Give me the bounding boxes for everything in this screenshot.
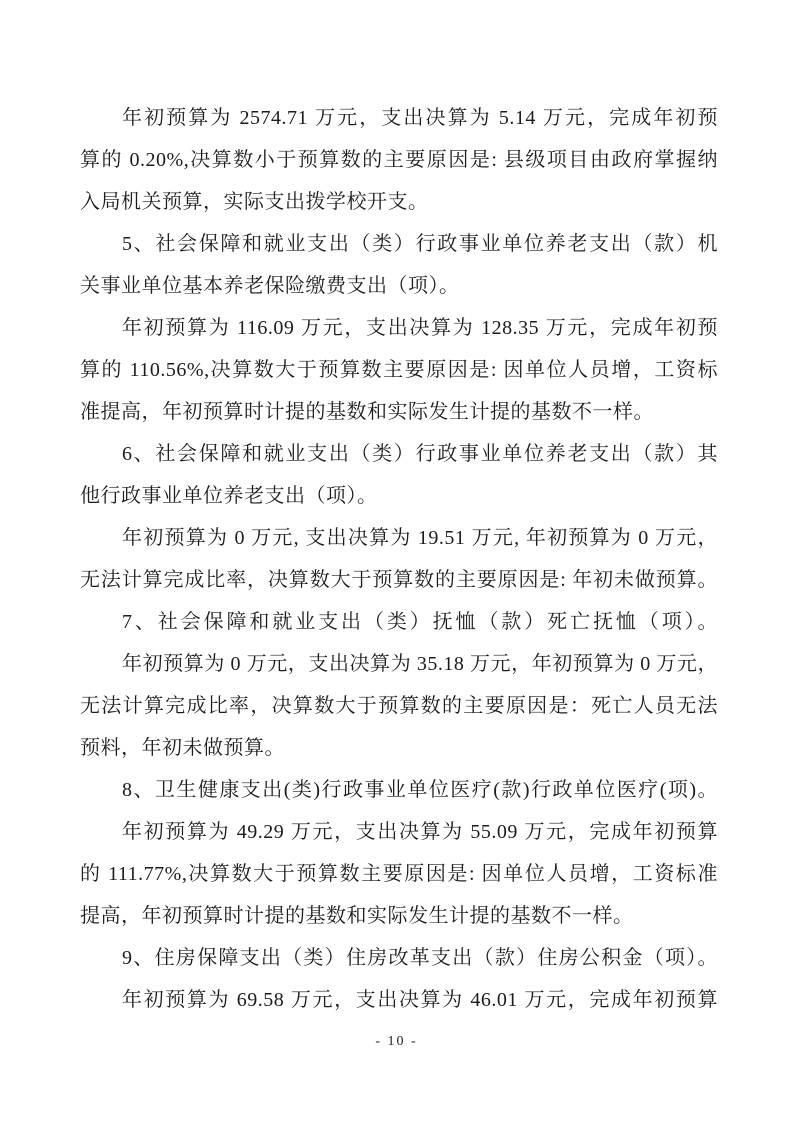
- document-line: 他行政事业单位养老支出（项）。: [80, 485, 378, 507]
- document-body: [80, 97, 718, 1021]
- document-line: 的 111.77%,决算数大于预算数主要原因是: 因单位人员增，工资标准: [80, 863, 718, 885]
- document-line: 预料，年初未做预算。: [80, 737, 285, 759]
- page-footer: [0, 1032, 793, 1050]
- document-line: 年初预算为 116.09 万元，支出决算为 128.35 万元，完成年初预: [122, 317, 718, 339]
- document-line: 无法计算完成比率，决算数大于预算数的主要原因是：死亡人员无法: [80, 695, 718, 717]
- document-line: 无法计算完成比率，决算数大于预算数的主要原因是: 年初未做预算。: [80, 569, 718, 591]
- document-line: 9、住房保障支出（类）住房改革支出（款）住房公积金（项）。: [122, 947, 718, 969]
- document-line: 算的 0.20%,决算数小于预算数的主要原因是: 县级项目由政府掌握纳: [80, 149, 718, 171]
- document-line: 提高，年初预算时计提的基数和实际发生计提的基数不一样。: [80, 905, 634, 927]
- document-line: 准提高，年初预算时计提的基数和实际发生计提的基数不一样。: [80, 401, 654, 423]
- page-number: - 10 -: [375, 1034, 418, 1049]
- document-line: 入局机关预算，实际支出拨学校开支。: [80, 191, 429, 213]
- document-line: 算的 110.56%,决算数大于预算数主要原因是: 因单位人员增，工资标: [80, 359, 718, 381]
- document-line: 7、社会保障和就业支出（类）抚恤（款）死亡抚恤（项）。: [122, 611, 718, 633]
- document-line: 年初预算为 2574.71 万元，支出决算为 5.14 万元，完成年初预: [122, 107, 718, 129]
- document-line: 年初预算为 49.29 万元，支出决算为 55.09 万元，完成年初预算: [122, 821, 718, 843]
- document-line: 8、卫生健康支出(类)行政事业单位医疗(款)行政单位医疗(项)。: [122, 779, 718, 801]
- document-line: 年初预算为 69.58 万元，支出决算为 46.01 万元，完成年初预算: [122, 989, 718, 1011]
- document-line: 5、社会保障和就业支出（类）行政事业单位养老支出（款）机: [122, 233, 718, 255]
- document-line: 关事业单位基本养老保险缴费支出（项）。: [80, 275, 460, 297]
- document-line: 6、社会保障和就业支出（类）行政事业单位养老支出（款）其: [122, 443, 718, 465]
- document-line: 年初预算为 0 万元, 支出决算为 19.51 万元, 年初预算为 0 万元，: [122, 527, 718, 549]
- document-line: 年初预算为 0 万元，支出决算为 35.18 万元，年初预算为 0 万元，: [122, 653, 718, 675]
